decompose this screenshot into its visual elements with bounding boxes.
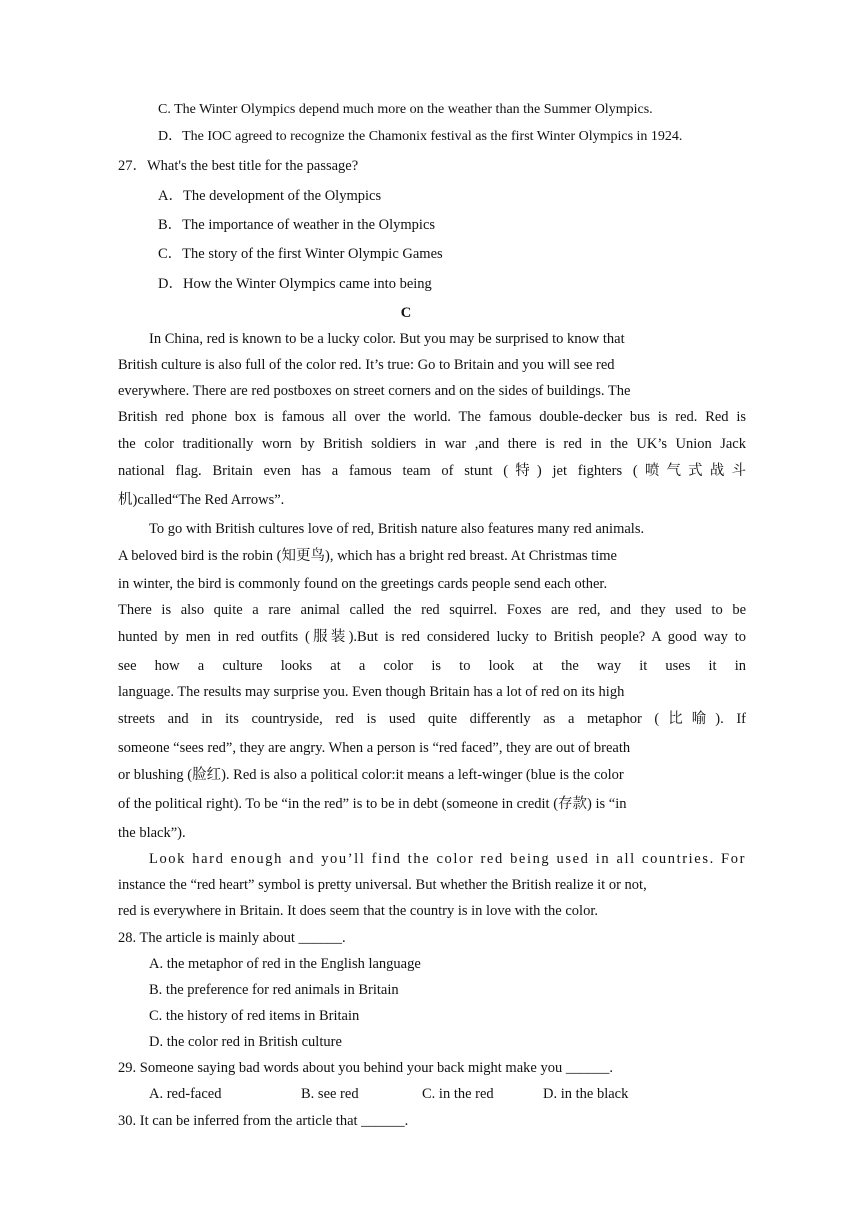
q27-option-b: B．The importance of weather in the Olympics <box>158 217 436 233</box>
passage-line: red is everywhere in Britain. It does seem that the country is in love with the color. <box>118 903 598 919</box>
passage-line: national flag. Britain even has a famous team of stunt (特) jet fighters (喷气式战斗 <box>118 463 746 479</box>
q28-option-b: B. the preference for red animals in Britain <box>149 982 399 998</box>
passage-line: the black”). <box>118 825 186 841</box>
passage-line: language. The results may surprise you. Even though Britain has a lot of red on its high <box>118 684 625 700</box>
passage-line: in winter, the bird is commonly found on the greetings cards people send each other. <box>118 576 608 592</box>
q28-option-a: A. the metaphor of red in the English language <box>149 956 421 972</box>
q29-option-a: A. red-faced <box>149 1086 222 1102</box>
passage-line: streets and in its countryside, red is used quite differently as a metaphor (比喻). If <box>118 711 746 727</box>
q28-stem: 28. The article is mainly about ______. <box>118 930 346 946</box>
section-label: C <box>400 305 412 321</box>
passage-line: In China, red is known to be a lucky color. But you may be surprised to know that <box>149 331 625 347</box>
passage-line: the color traditionally worn by British soldiers in war ,and there is red in the UK’s Union Jack <box>118 436 746 452</box>
passage-line: someone “sees red”, they are angry. When a person is “red faced”, they are out of breath <box>118 740 631 756</box>
q30-stem: 30. It can be inferred from the article that ______. <box>118 1113 409 1129</box>
q29-stem: 29. Someone saying bad words about you behind your back might make you ______. <box>118 1060 613 1076</box>
q29-option-b: B. see red <box>301 1086 359 1102</box>
passage-line: hunted by men in red outfits (服装).But is red considered lucky to British people? A good way to <box>118 629 746 645</box>
q28-option-c: C. the history of red items in Britain <box>149 1008 360 1024</box>
q29-option-c: C. in the red <box>422 1086 494 1102</box>
passage-line: see how a culture looks at a color is to look at the way it uses it in <box>118 658 746 674</box>
q26-option-d: D．The IOC agreed to recognize the Chamonix festival as the first Winter Olympics in 1924. <box>158 129 683 144</box>
passage-line: of the political right). To be “in the red” is to be in debt (someone in credit (存款) is “in <box>118 796 627 812</box>
passage-line: or blushing (脸红). Red is also a political color:it means a left-winger (blue is the color <box>118 767 624 783</box>
passage-line: 机)called“The Red Arrows”. <box>118 492 285 508</box>
passage-line: British red phone box is famous all over the world. The famous double-decker bus is red. Red is <box>118 409 746 425</box>
passage-line: everywhere. There are red postboxes on street corners and on the sides of buildings. The <box>118 383 631 399</box>
passage-line: British culture is also full of the color red. It’s true: Go to Britain and you will see red <box>118 357 615 373</box>
passage-line: Look hard enough and you’ll find the color red being used in all countries. For <box>149 851 746 867</box>
q27-option-a: A．The development of the Olympics <box>158 188 382 204</box>
q27-option-c: C．The story of the first Winter Olympic Games <box>158 246 443 262</box>
q26-option-c: C. The Winter Olympics depend much more on the weather than the Summer Olympics. <box>158 102 653 117</box>
q27-option-d: D．How the Winter Olympics came into being <box>158 276 432 292</box>
passage-line: To go with British cultures love of red, British nature also features many red animals. <box>149 521 645 537</box>
passage-line: A beloved bird is the robin (知更鸟), which has a bright red breast. At Christmas time <box>118 548 617 564</box>
q29-option-d: D. in the black <box>543 1086 629 1102</box>
passage-line: instance the “red heart” symbol is pretty universal. But whether the British realize it or not, <box>118 877 647 893</box>
q28-option-d: D. the color red in British culture <box>149 1034 342 1050</box>
passage-line: There is also quite a rare animal called the red squirrel. Foxes are red, and they used to be <box>118 602 746 618</box>
q27-stem: 27．What's the best title for the passage? <box>118 158 359 174</box>
